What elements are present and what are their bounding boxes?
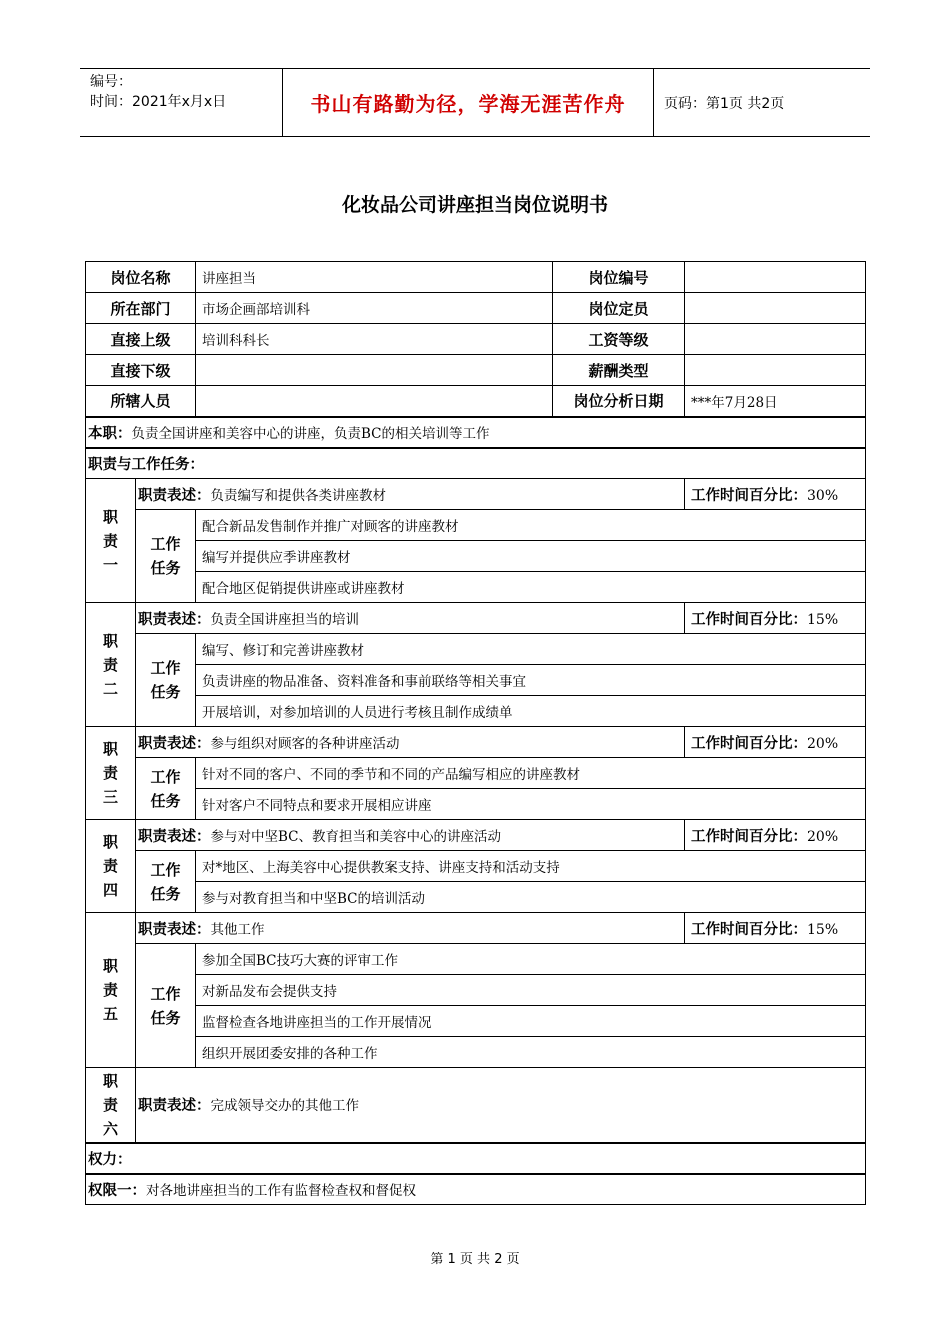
basic-row xyxy=(86,355,866,386)
task-row xyxy=(86,572,866,603)
field-label: 工资等级 xyxy=(553,324,685,355)
tasks-label-text: 工作任务 xyxy=(150,767,181,810)
field-label: 所在部门 xyxy=(86,293,196,324)
time-percent xyxy=(685,820,866,851)
power-header: 权力： xyxy=(88,1151,132,1168)
header-page-cell xyxy=(654,69,870,136)
power-header-row xyxy=(86,1143,866,1174)
duty-name xyxy=(86,820,136,913)
task-row xyxy=(86,789,866,820)
duties-header-cell xyxy=(86,448,866,479)
authority-cell xyxy=(86,1174,866,1205)
duty-statement xyxy=(136,820,685,851)
duty-statement xyxy=(136,1068,866,1143)
statement-text: 完成领导交办的其他工作 xyxy=(210,1098,359,1115)
duty-statement-row xyxy=(86,603,866,634)
duties-header-row xyxy=(86,448,866,479)
duty-summary-label: 本职： xyxy=(88,425,132,442)
task-row xyxy=(86,975,866,1006)
tasks-label xyxy=(136,851,196,913)
tasks-label xyxy=(136,634,196,727)
header-motto-cell xyxy=(283,69,654,136)
duty-statement xyxy=(136,727,685,758)
time-percent-label: 工作时间百分比： xyxy=(691,487,808,504)
field-label: 所辖人员 xyxy=(86,386,196,417)
time-percent-label: 工作时间百分比： xyxy=(691,921,808,938)
page-footer: 第 1 页 共 2 页 xyxy=(430,1252,520,1267)
task-row xyxy=(86,882,866,913)
duty-name xyxy=(86,479,136,603)
time-percent-value: 15% xyxy=(807,921,839,938)
statement-text: 参与对中坚BC、教育担当和美容中心的讲座活动 xyxy=(210,828,501,845)
task-row xyxy=(86,1037,866,1068)
duty-name xyxy=(86,727,136,820)
field-label: 直接下级 xyxy=(86,355,196,386)
statement-label: 职责表述： xyxy=(138,921,211,938)
field-label: 直接上级 xyxy=(86,324,196,355)
task-row xyxy=(86,541,866,572)
field-value: ***年7月28日 xyxy=(685,386,866,417)
task-item: 组织开展团委安排的各种工作 xyxy=(196,1037,866,1068)
time-percent xyxy=(685,913,866,944)
duty-name-text: 职责二 xyxy=(103,631,119,698)
duty-summary-cell xyxy=(86,417,866,448)
task-row xyxy=(86,1006,866,1037)
time-percent-value: 15% xyxy=(807,611,839,628)
statement-text: 负责全国讲座担当的培训 xyxy=(210,611,359,628)
basic-row xyxy=(86,386,866,417)
statement-text: 其他工作 xyxy=(210,921,265,938)
field-value: 培训科科长 xyxy=(196,324,553,355)
statement-text: 参与组织对顾客的各种讲座活动 xyxy=(210,735,400,752)
field-label: 岗位定员 xyxy=(553,293,685,324)
tasks-label-text: 工作任务 xyxy=(150,659,181,701)
field-value xyxy=(685,324,866,355)
statement-label: 职责表述： xyxy=(138,611,211,628)
task-item: 负责讲座的物品准备、资料准备和事前联络等相关事宜 xyxy=(196,665,866,696)
authority-text: 对各地讲座担当的工作有监督检查权和督促权 xyxy=(146,1182,416,1199)
duty-statement xyxy=(136,479,685,510)
duty-name xyxy=(86,603,136,727)
duty-name-text: 职责六 xyxy=(103,1071,119,1138)
time-percent xyxy=(685,727,866,758)
tasks-label xyxy=(136,510,196,603)
field-value: 讲座担当 xyxy=(196,262,553,293)
statement-label: 职责表述： xyxy=(138,735,211,752)
duty-statement-row xyxy=(86,479,866,510)
time-percent-label: 工作时间百分比： xyxy=(691,828,808,845)
task-row xyxy=(86,665,866,696)
duty-statement-row xyxy=(86,820,866,851)
field-value xyxy=(685,293,866,324)
task-item: 针对客户不同特点和要求开展相应讲座 xyxy=(196,789,866,820)
task-item: 配合新品发售制作并推广对顾客的讲座教材 xyxy=(196,510,866,541)
task-item: 对新品发布会提供支持 xyxy=(196,975,866,1006)
basic-row xyxy=(86,324,866,355)
duty-name-text: 职责一 xyxy=(103,507,119,574)
task-row xyxy=(86,510,866,541)
page-info: 页码：第1页 共2页 xyxy=(664,95,785,112)
task-row xyxy=(86,851,866,882)
document-number-label: 编号： xyxy=(90,74,132,90)
field-label: 岗位编号 xyxy=(553,262,685,293)
duty-statement xyxy=(136,603,685,634)
time-percent xyxy=(685,479,866,510)
duty-statement-row xyxy=(86,1068,866,1143)
tasks-label xyxy=(136,758,196,820)
job-description-table xyxy=(85,261,865,1205)
task-item: 对*地区、上海美容中心提供教案支持、讲座支持和活动支持 xyxy=(196,851,866,882)
duty-summary-row xyxy=(86,417,866,448)
duty-name-text: 职责四 xyxy=(103,833,119,899)
duty-name xyxy=(86,913,136,1068)
basic-row xyxy=(86,293,866,324)
field-value xyxy=(196,386,553,417)
statement-text: 负责编写和提供各类讲座教材 xyxy=(210,487,386,504)
authority-row xyxy=(86,1174,866,1205)
field-value xyxy=(685,355,866,386)
duty-statement-row xyxy=(86,727,866,758)
tasks-label-text: 工作任务 xyxy=(150,860,181,903)
duty-statement-row xyxy=(86,913,866,944)
task-row xyxy=(86,944,866,975)
field-label: 岗位分析日期 xyxy=(553,386,685,417)
statement-label: 职责表述： xyxy=(138,1098,211,1115)
duty-name-text: 职责五 xyxy=(103,957,119,1023)
task-item: 编写、修订和完善讲座教材 xyxy=(196,634,866,665)
field-value xyxy=(685,262,866,293)
basic-row xyxy=(86,262,866,293)
tasks-label-text: 工作任务 xyxy=(150,535,181,577)
time-percent-value: 20% xyxy=(807,735,839,752)
task-item: 参与对教育担当和中坚BC的培训活动 xyxy=(196,882,866,913)
field-label: 岗位名称 xyxy=(86,262,196,293)
statement-label: 职责表述： xyxy=(138,487,211,504)
time-percent-value: 30% xyxy=(807,487,839,504)
task-item: 针对不同的客户、不同的季节和不同的产品编写相应的讲座教材 xyxy=(196,758,866,789)
task-row xyxy=(86,758,866,789)
time-percent-value: 20% xyxy=(807,828,839,845)
task-row xyxy=(86,634,866,665)
time-percent-label: 工作时间百分比： xyxy=(691,735,808,752)
task-item: 开展培训，对参加培训的人员进行考核且制作成绩单 xyxy=(196,696,866,727)
authority-label: 权限一： xyxy=(88,1182,146,1199)
field-value xyxy=(196,355,553,386)
duty-summary-text: 负责全国讲座和美容中心的讲座，负责BC的相关培训等工作 xyxy=(131,425,490,442)
document-title: 化妆品公司讲座担当岗位说明书 xyxy=(341,194,608,216)
document-time: 时间：2021年x月x日 xyxy=(90,94,227,110)
duty-name xyxy=(86,1068,136,1143)
task-item: 参加全国BC技巧大赛的评审工作 xyxy=(196,944,866,975)
duty-name-text: 职责三 xyxy=(103,740,119,806)
page-header xyxy=(80,68,870,137)
duties-header: 职责与工作任务： xyxy=(88,456,204,473)
task-item: 编写并提供应季讲座教材 xyxy=(196,541,866,572)
tasks-label xyxy=(136,944,196,1068)
header-meta xyxy=(80,69,283,136)
power-header-cell xyxy=(86,1143,866,1174)
time-percent xyxy=(685,603,866,634)
field-label: 薪酬类型 xyxy=(553,355,685,386)
time-percent-label: 工作时间百分比： xyxy=(691,611,808,628)
motto-text: 书山有路勤为径，学海无涯苦作舟 xyxy=(310,92,626,116)
tasks-label-text: 工作任务 xyxy=(150,984,181,1027)
task-row xyxy=(86,696,866,727)
statement-label: 职责表述： xyxy=(138,828,211,845)
task-item: 监督检查各地讲座担当的工作开展情况 xyxy=(196,1006,866,1037)
field-value: 市场企画部培训科 xyxy=(196,293,553,324)
duty-statement xyxy=(136,913,685,944)
task-item: 配合地区促销提供讲座或讲座教材 xyxy=(196,572,866,603)
